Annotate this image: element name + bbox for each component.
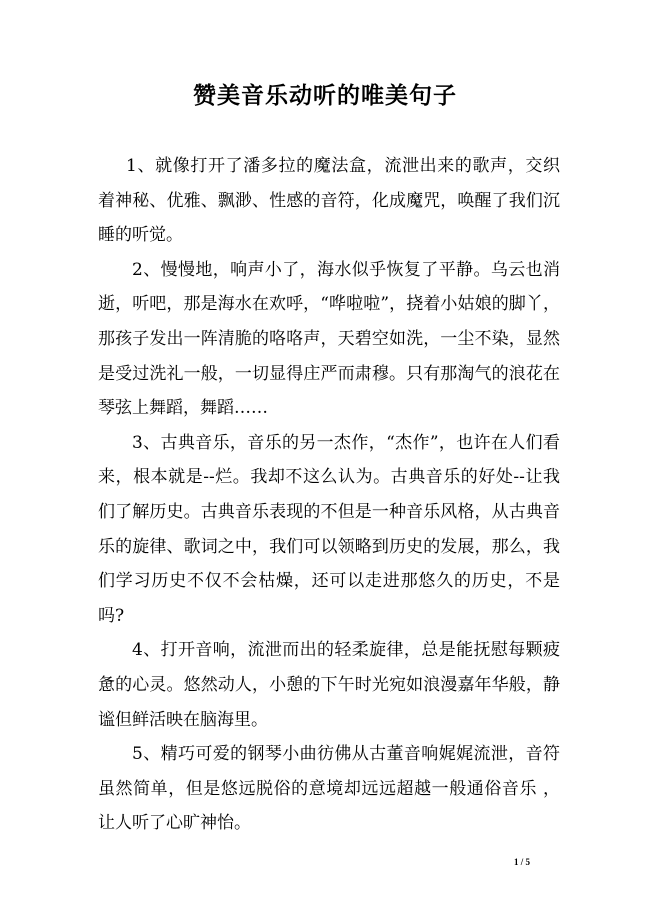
document-body (98, 149, 560, 841)
paragraph-4: 4、打开音响，流泄而出的轻柔旋律，总是能抚慰每颗疲惫的心灵。悠然动人，小憩的下午时光宛如浪漫嘉年华般，静谧但鲜活映在脑海里。 (98, 640, 560, 730)
paragraph-2: 2、慢慢地，响声小了，海水似乎恢复了平静。乌云也消逝，听吧，那是海水在欢呼，“哗啦啦”，挠着小姑娘的脚丫，那孩子发出一阵清脆的咯咯声，天碧空如洗，一尘不染，显然是受过洗礼一般，一切显得庄严而肃穆。只有那淘气的浪花在琴弦上舞蹈，舞蹈…… (98, 259, 560, 419)
document-title: 赞美音乐动听的唯美句子 (193, 82, 457, 109)
paragraph-1: 1、就像打开了潘多拉的魔法盒，流泄出来的歌声，交织着神秘、优雅、飘渺、性感的音符，化成魔咒，唤醒了我们沉睡的听觉。 (98, 156, 560, 246)
paragraph-3: 3、古典音乐，音乐的另一杰作，“杰作”，也许在人们看来，根本就是--烂。我却不这么认为。古典音乐的好处--让我们了解历史。古典音乐表现的不但是一种音乐风格，从古典音乐的旋律、歌词之中，我们可以领略到历史的发展，那么，我们学习历史不仅不会枯燥，还可以走进那悠久的历史，不是吗? (98, 432, 560, 626)
paragraph-5: 5、精巧可爱的钢琴小曲彷佛从古董音响娓娓流泄，音符虽然简单，但是悠远脱俗的意境却远远超越一般通俗音乐 ，让人听了心旷神怡。 (98, 744, 560, 834)
page-number: 1 / 5 (514, 857, 531, 867)
